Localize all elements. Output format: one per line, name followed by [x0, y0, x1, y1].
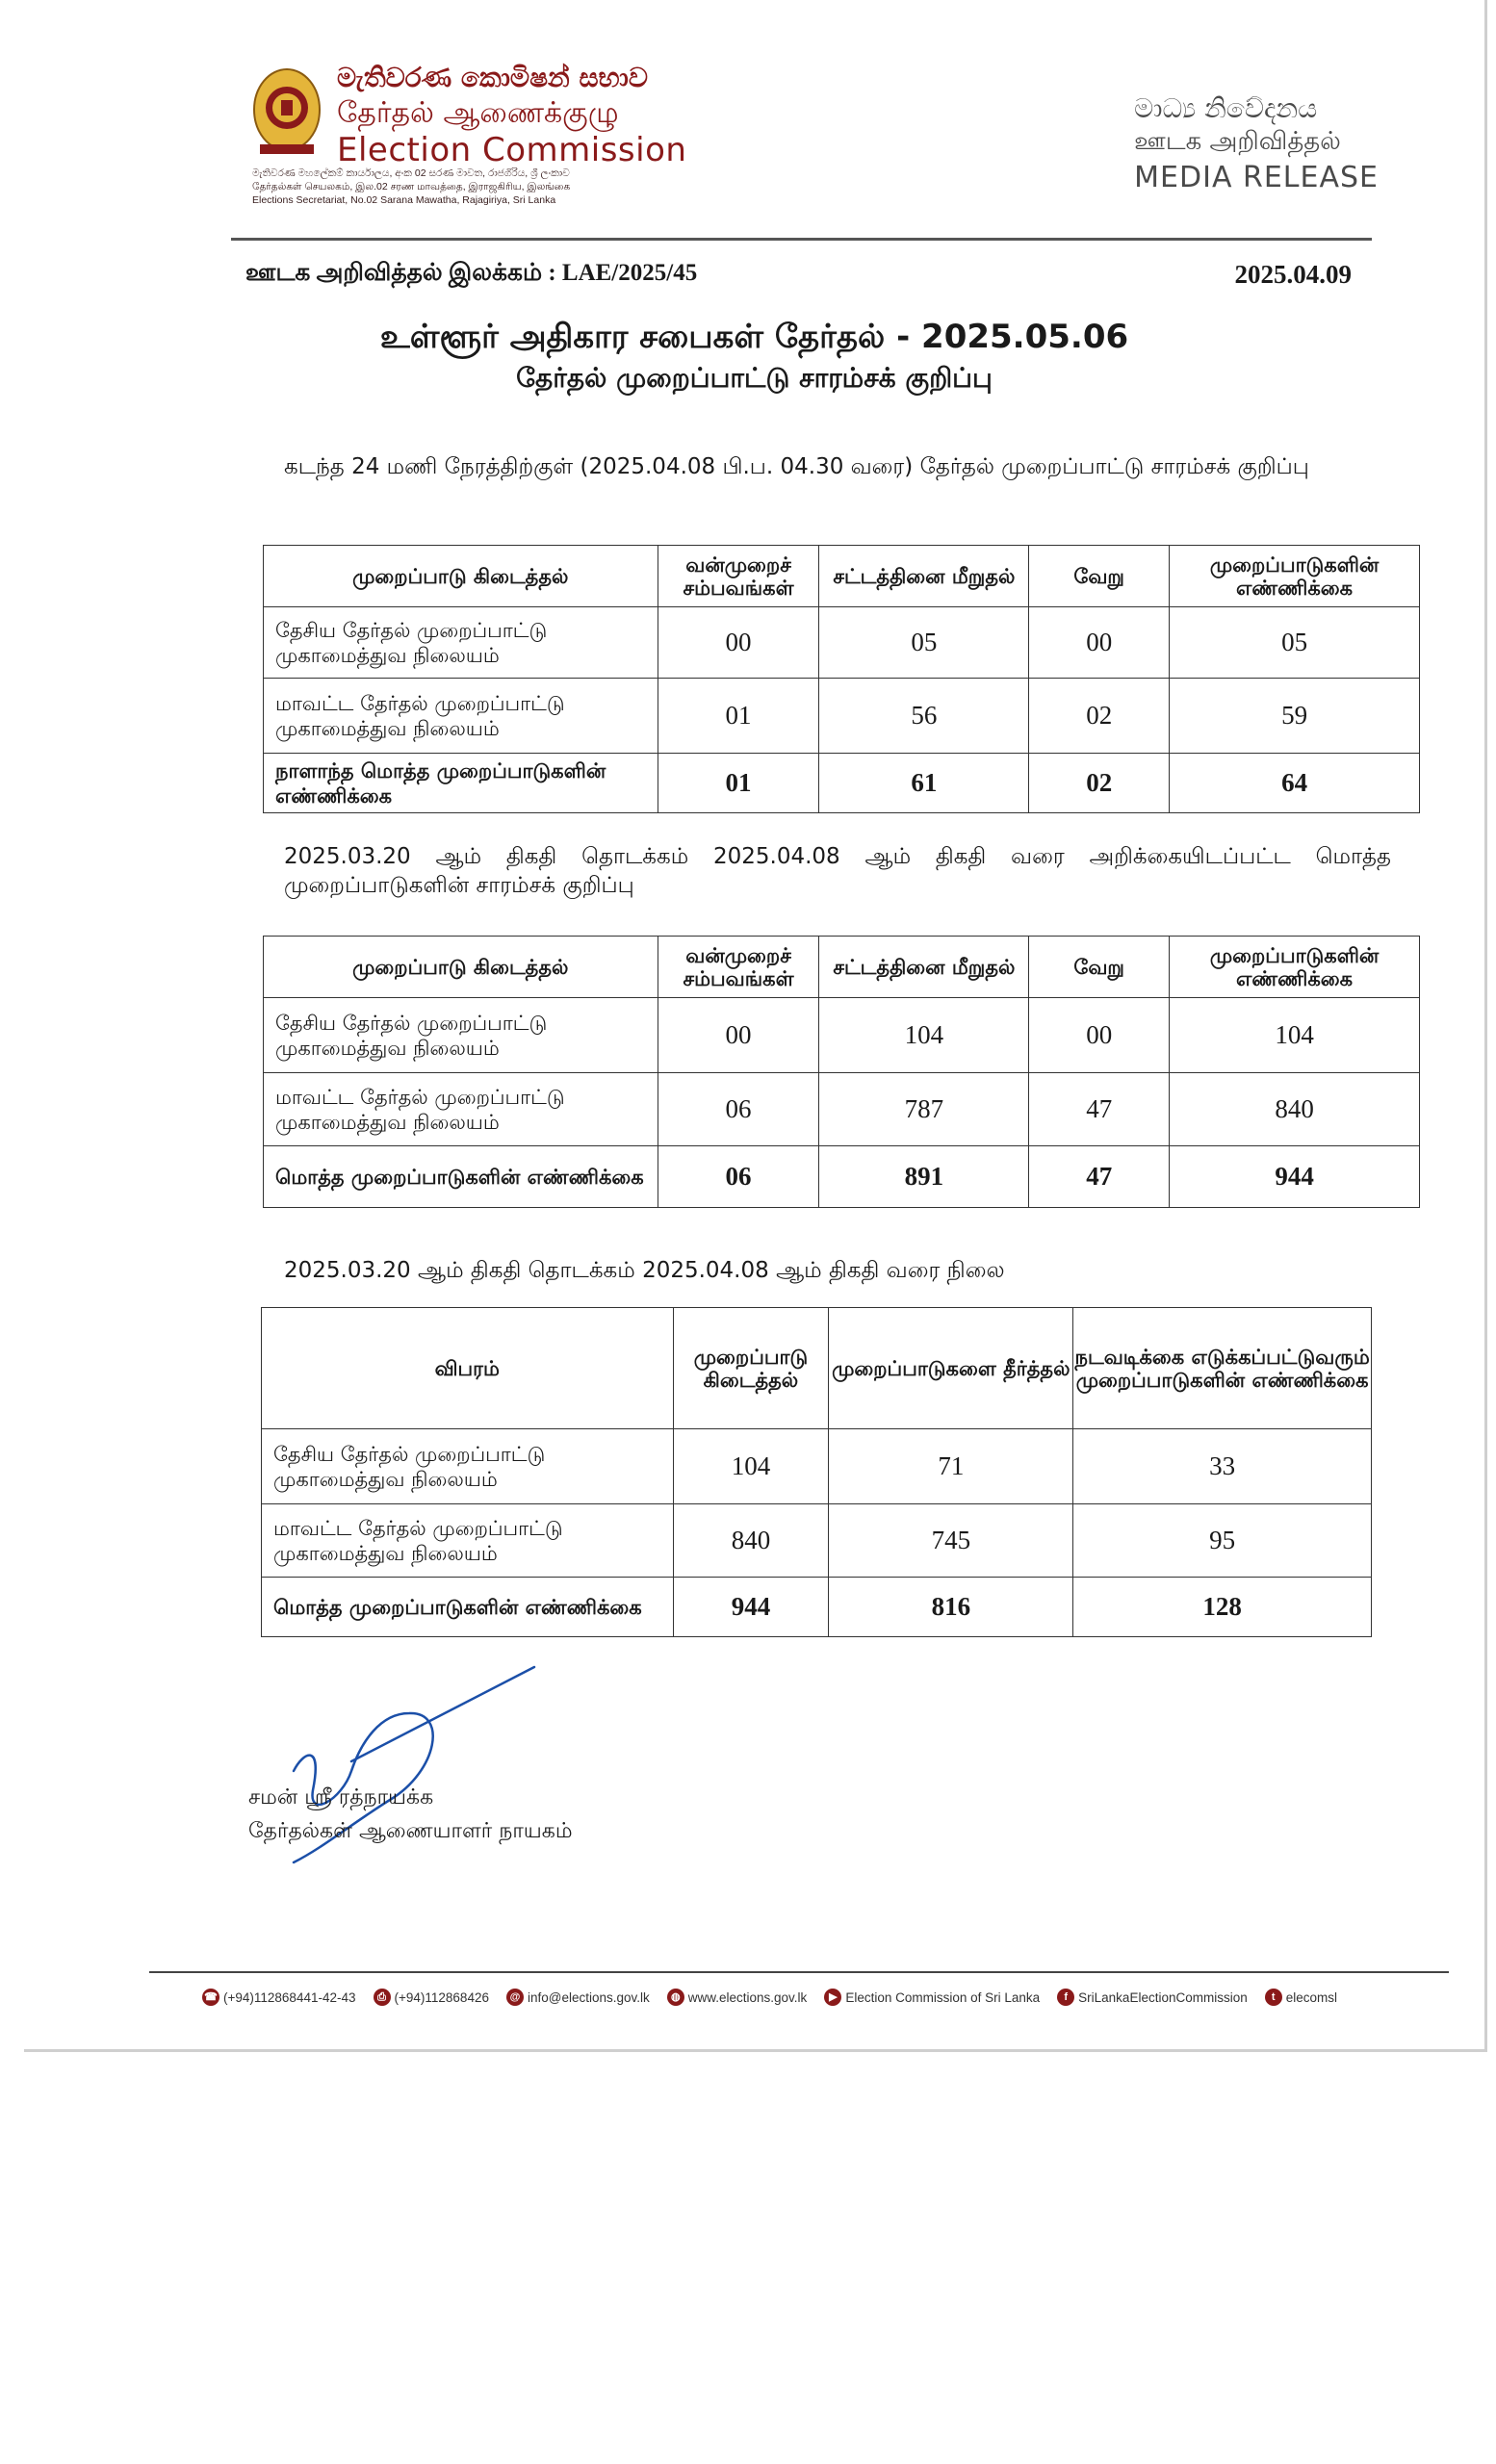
youtube-icon: ▶: [824, 1989, 841, 2006]
row-label: மாவட்ட தேர்தல் முறைப்பாட்டு முகாமைத்துவ நிலையம்: [262, 1504, 674, 1578]
reference-number: ஊடக அறிவித்தல் இலக்கம் : LAE/2025/45: [245, 260, 698, 286]
column-header: வேறு: [1029, 546, 1170, 607]
release-date: 2025.04.09: [1234, 260, 1352, 289]
table-cell: 104: [1170, 998, 1420, 1073]
document-title: உள்ளூர் அதிகார சபைகள் தேர்தல் - 2025.05.06: [379, 318, 1129, 356]
table-total-row: [264, 1146, 1420, 1208]
email-text[interactable]: info@elections.gov.lk: [527, 1989, 650, 2005]
footer-phone: [202, 1989, 356, 2006]
row-label: மொத்த முறைப்பாடுகளின் எண்ணிக்கை: [264, 1146, 658, 1208]
table-cell: 944: [673, 1578, 829, 1637]
facebook-text[interactable]: SriLankaElectionCommission: [1078, 1989, 1248, 2005]
table-cell: 02: [1029, 754, 1170, 813]
table-row: [264, 998, 1420, 1073]
section1-table: [263, 545, 1420, 813]
signatory-title: தேர்தல்கள் ஆணையாளர் நாயகம்: [248, 1819, 573, 1843]
table-cell: 05: [1170, 607, 1420, 679]
table-cell: 01: [658, 679, 819, 754]
address-english: Elections Secretariat, No.02 Sarana Mawatha, Rajagiriya, Sri Lanka: [252, 194, 556, 206]
table-cell: 00: [658, 607, 819, 679]
table-cell: 64: [1170, 754, 1420, 813]
footer-divider: [149, 1971, 1449, 1973]
org-name-english: Election Commission: [337, 131, 687, 169]
address-sinhala: මැතිවරණ මහලේකම් කාර්යාලය, අංක 02 සරණ මාවත, රාජගිරිය, ශ්‍රී ලංකාව: [252, 167, 570, 179]
table-total-row: [262, 1578, 1372, 1637]
website-text[interactable]: www.elections.gov.lk: [687, 1989, 808, 2005]
column-header: வன்முறைச் சம்பவங்கள்: [658, 546, 819, 607]
table-cell: 56: [819, 679, 1029, 754]
table-row: [262, 1429, 1372, 1504]
row-label: தேசிய தேர்தல் முறைப்பாட்டு முகாமைத்துவ நிலையம்: [264, 607, 658, 679]
document-page: [24, 0, 1487, 2052]
fax-text: (+94)112868426: [394, 1989, 489, 2005]
table-cell: 06: [658, 1146, 819, 1208]
table-cell: 02: [1029, 679, 1170, 754]
contact-footer: [202, 1989, 1337, 2006]
footer-website[interactable]: [667, 1989, 808, 2006]
section3-table: [261, 1307, 1372, 1637]
table-cell: 745: [829, 1504, 1073, 1578]
table-cell: 00: [1029, 998, 1170, 1073]
twitter-icon: t: [1265, 1989, 1282, 2006]
table-row: [264, 607, 1420, 679]
table-cell: 05: [819, 607, 1029, 679]
column-header: முறைப்பாடு கிடைத்தல்: [264, 546, 658, 607]
table-cell: 840: [1170, 1073, 1420, 1146]
table-cell: 787: [819, 1073, 1029, 1146]
section3-heading: 2025.03.20 ஆம் திகதி தொடக்கம் 2025.04.08 ஆம் திகதி வரை நிலை: [284, 1258, 1005, 1283]
footer-fax: [374, 1989, 489, 2006]
column-header: வேறு: [1029, 937, 1170, 998]
table-row: [264, 1073, 1420, 1146]
email-icon: @: [506, 1989, 524, 2006]
row-label: தேசிய தேர்தல் முறைப்பாட்டு முகாமைத்துவ நிலையம்: [262, 1429, 674, 1504]
column-header: வன்முறைச் சம்பவங்கள்: [658, 937, 819, 998]
section2-table: [263, 936, 1420, 1208]
table-cell: 104: [673, 1429, 829, 1504]
table-cell: 61: [819, 754, 1029, 813]
org-header: [231, 60, 693, 223]
media-release-sinhala: මාධ්‍ය නිවේදනය: [1134, 92, 1318, 124]
table-row: [264, 679, 1420, 754]
table-cell: 00: [658, 998, 819, 1073]
org-name-tamil: தேர்தல் ஆணைக்குழு: [337, 96, 619, 130]
column-header: சட்டத்தினை மீறுதல்: [819, 937, 1029, 998]
phone-icon: ☎: [202, 1989, 219, 2006]
row-label: மாவட்ட தேர்தல் முறைப்பாட்டு முகாமைத்துவ நிலையம்: [264, 1073, 658, 1146]
phone-text: (+94)112868441-42-43: [223, 1989, 356, 2005]
column-header: முறைப்பாடு கிடைத்தல்: [673, 1308, 829, 1429]
table-cell: 06: [658, 1073, 819, 1146]
header-divider: [231, 238, 1372, 241]
national-emblem-icon: [248, 62, 325, 158]
footer-facebook[interactable]: [1057, 1989, 1248, 2006]
table-cell: 00: [1029, 607, 1170, 679]
table-total-row: [264, 754, 1420, 813]
column-header: முறைப்பாடுகளின் எண்ணிக்கை: [1170, 546, 1420, 607]
table-cell: 891: [819, 1146, 1029, 1208]
row-label: தேசிய தேர்தல் முறைப்பாட்டு முகாமைத்துவ நிலையம்: [264, 998, 658, 1073]
media-release-label: [1134, 92, 1379, 194]
org-text: Election Commission of Sri Lanka: [845, 1989, 1041, 2005]
row-label: மாவட்ட தேர்தல் முறைப்பாட்டு முகாமைத்துவ நிலையம்: [264, 679, 658, 754]
table-cell: 33: [1073, 1429, 1372, 1504]
facebook-icon: f: [1057, 1989, 1074, 2006]
address-tamil: தேர்தல்கள் செயலகம், இல.02 சரண மாவத்தை, இராஜகிரிய, இலங்கை: [252, 181, 571, 192]
fax-icon: ⎙: [374, 1989, 391, 2006]
column-header: சட்டத்தினை மீறுதல்: [819, 546, 1029, 607]
column-header: முறைப்பாடு கிடைத்தல்: [264, 937, 658, 998]
section1-heading: கடந்த 24 மணி நேரத்திற்குள் (2025.04.08 பி.ப. 04.30 வரை) தேர்தல் முறைப்பாட்டு சாரம்சக் குறிப்பு: [284, 454, 1309, 479]
signatory-name: சமன் ஸ்ரீ ரத்நாயக்க: [248, 1785, 434, 1810]
footer-org: [824, 1989, 1040, 2006]
table-row: [262, 1504, 1372, 1578]
media-release-english: MEDIA RELEASE: [1134, 161, 1379, 194]
table-cell: 128: [1073, 1578, 1372, 1637]
globe-icon: ◍: [667, 1989, 684, 2006]
column-header: விபரம்: [262, 1308, 674, 1429]
column-header: முறைப்பாடுகளை தீர்த்தல்: [829, 1308, 1073, 1429]
media-release-tamil: ஊடக அறிவித்தல்: [1134, 127, 1341, 156]
twitter-text[interactable]: elecomsl: [1285, 1989, 1338, 2005]
section2-heading: 2025.03.20 ஆம் திகதி தொடக்கம் 2025.04.08 ஆம் திகதி வரை அறிக்கையிடப்பட்ட மொத்த முறைப்பாடுகளின் சாரம்சக் குறிப்பு: [284, 844, 1391, 898]
footer-twitter[interactable]: [1265, 1989, 1337, 2006]
table-cell: 104: [819, 998, 1029, 1073]
table-cell: 47: [1029, 1146, 1170, 1208]
table-cell: 840: [673, 1504, 829, 1578]
table-cell: 47: [1029, 1073, 1170, 1146]
table-cell: 944: [1170, 1146, 1420, 1208]
table-cell: 95: [1073, 1504, 1372, 1578]
column-header: முறைப்பாடுகளின் எண்ணிக்கை: [1170, 937, 1420, 998]
org-name-sinhala: මැතිවරණ කොමිෂන් සභාව: [337, 62, 649, 93]
row-label: நாளாந்த மொத்த முறைப்பாடுகளின் எண்ணிக்கை: [264, 754, 658, 813]
table-cell: 71: [829, 1429, 1073, 1504]
footer-email[interactable]: [506, 1989, 650, 2006]
column-header: நடவடிக்கை எடுக்கப்பட்டுவரும் முறைப்பாடுகளின் எண்ணிக்கை: [1073, 1308, 1372, 1429]
table-cell: 816: [829, 1578, 1073, 1637]
document-subtitle: தேர்தல் முறைப்பாட்டு சாரம்சக் குறிப்பு: [516, 362, 993, 394]
row-label: மொத்த முறைப்பாடுகளின் எண்ணிக்கை: [262, 1578, 674, 1637]
table-cell: 01: [658, 754, 819, 813]
table-cell: 59: [1170, 679, 1420, 754]
